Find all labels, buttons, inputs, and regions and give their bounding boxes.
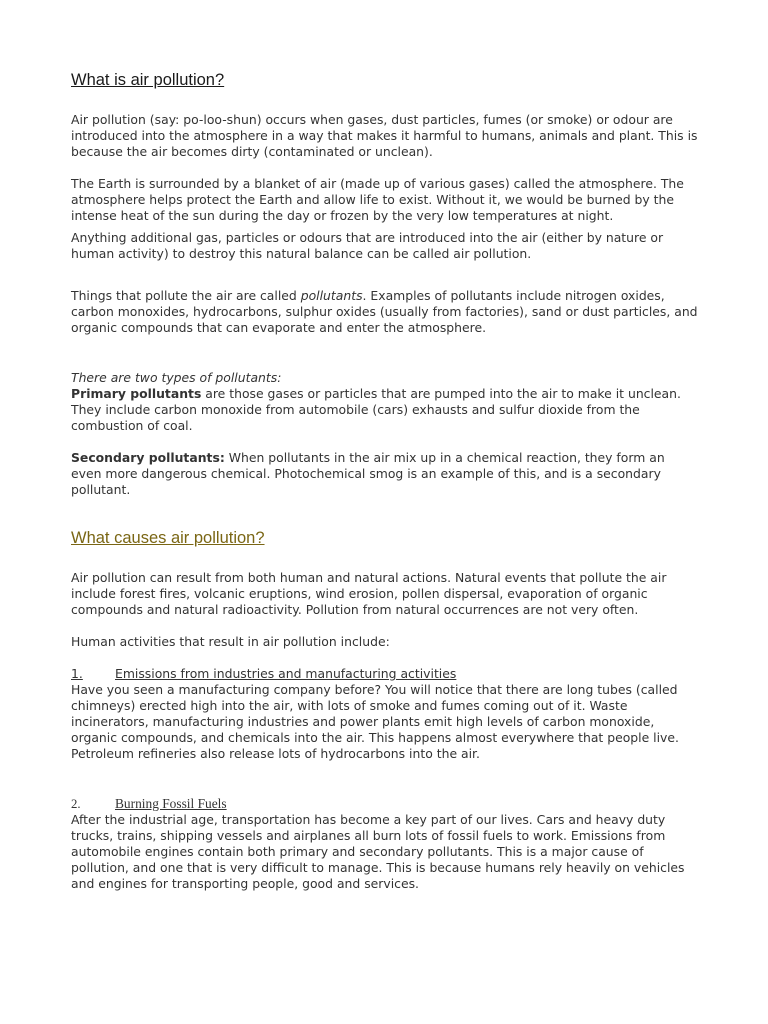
paragraph-pollutants bbox=[71, 288, 699, 336]
paragraph-definition: Air pollution (say: po-loo-shun) occurs when gases, dust particles, fumes (or smoke) or odour are introduced into the atmosphere in a way that makes it harmful to humans, animals and plant. This is because the air becomes dirty (contaminated or unclean). bbox=[71, 112, 698, 159]
secondary-pollutants-text: When pollutants in the air mix up in a chemical reaction, they form an even more dangerous chemical. Photochemical smog is an example of this, and is a secondary pollutant. bbox=[71, 450, 665, 497]
primary-pollutants-label: Primary pollutants bbox=[71, 386, 202, 401]
pollutants-text-after: . Examples of pollutants include nitrogen oxides, carbon monoxides, hydrocarbons, sulphur oxides (usually from factories), sand or dust particles, and organic compounds that can evaporate and enter the atmosphere. bbox=[71, 288, 698, 335]
heading-what-causes-air-pollution: What causes air pollution? bbox=[71, 529, 265, 547]
primary-pollutants-text: are those gases or particles that are pumped into the air to make it unclean. They include carbon monoxide from automobile (cars) exhausts and sulfur dioxide from the combustion of coal. bbox=[71, 386, 681, 433]
list-item-title: Emissions from industries and manufacturing activities bbox=[115, 666, 457, 681]
document-content bbox=[71, 70, 699, 892]
list-item-heading-emissions bbox=[71, 666, 699, 682]
types-intro-text: There are two types of pollutants: bbox=[71, 370, 282, 385]
list-item-heading-fossil-fuels bbox=[71, 796, 699, 812]
paragraph-atmosphere: The Earth is surrounded by a blanket of air (made up of various gases) called the atmosphere. The atmosphere helps protect the Earth and allow life to exist. Without it, we would be burned by the intense heat of the sun during the day or frozen by the very low temperatures at night. bbox=[71, 176, 684, 223]
paragraph-types-intro bbox=[71, 370, 699, 386]
list-item-number: 2. bbox=[71, 797, 81, 811]
paragraph-secondary-pollutants bbox=[71, 450, 699, 498]
list-item-title: Burning Fossil Fuels bbox=[115, 796, 227, 811]
paragraph-causes: Air pollution can result from both human and natural actions. Natural events that pollute the air include forest fires, volcanic eruptions, wind erosion, pollen dispersal, evaporation of organic compounds and natural radioactivity. Pollution from natural occurrences are not very often. bbox=[71, 570, 667, 617]
pollutants-text-before: Things that pollute the air are called bbox=[71, 288, 301, 303]
paragraph-human-activities: Human activities that result in air pollution include: bbox=[71, 634, 390, 649]
paragraph-primary-pollutants bbox=[71, 386, 699, 434]
paragraph-fossil-fuels: After the industrial age, transportation has become a key part of our lives. Cars and heavy duty trucks, trains, shipping vessels and airplanes all burn lots of fossil fuels to work. Emissions from automobile engines contain both primary and secondary pollutants. This is a major cause of pollution, and one that is very difficult to manage. This is because humans rely heavily on vehicles and engines for transporting people, good and services. bbox=[71, 812, 685, 891]
paragraph-natural-balance: Anything additional gas, particles or odours that are introduced into the air (either by nature or human activity) to destroy this natural balance can be called air pollution. bbox=[71, 230, 664, 261]
secondary-pollutants-label: Secondary pollutants: bbox=[71, 450, 225, 465]
heading-what-is-air-pollution: What is air pollution? bbox=[71, 71, 225, 89]
paragraph-emissions: Have you seen a manufacturing company before? You will notice that there are long tubes (called chimneys) erected high into the air, with lots of smoke and fumes coming out of it. Waste incinerators, manufacturing industries and power plants emit high levels of carbon monoxide, organic compounds, and chemicals into the air. This happens almost everywhere that people live. Petroleum refineries also release lots of hydrocarbons into the air. bbox=[71, 682, 679, 761]
list-item-number: 1. bbox=[71, 666, 83, 681]
pollutants-term: pollutants bbox=[300, 288, 363, 303]
